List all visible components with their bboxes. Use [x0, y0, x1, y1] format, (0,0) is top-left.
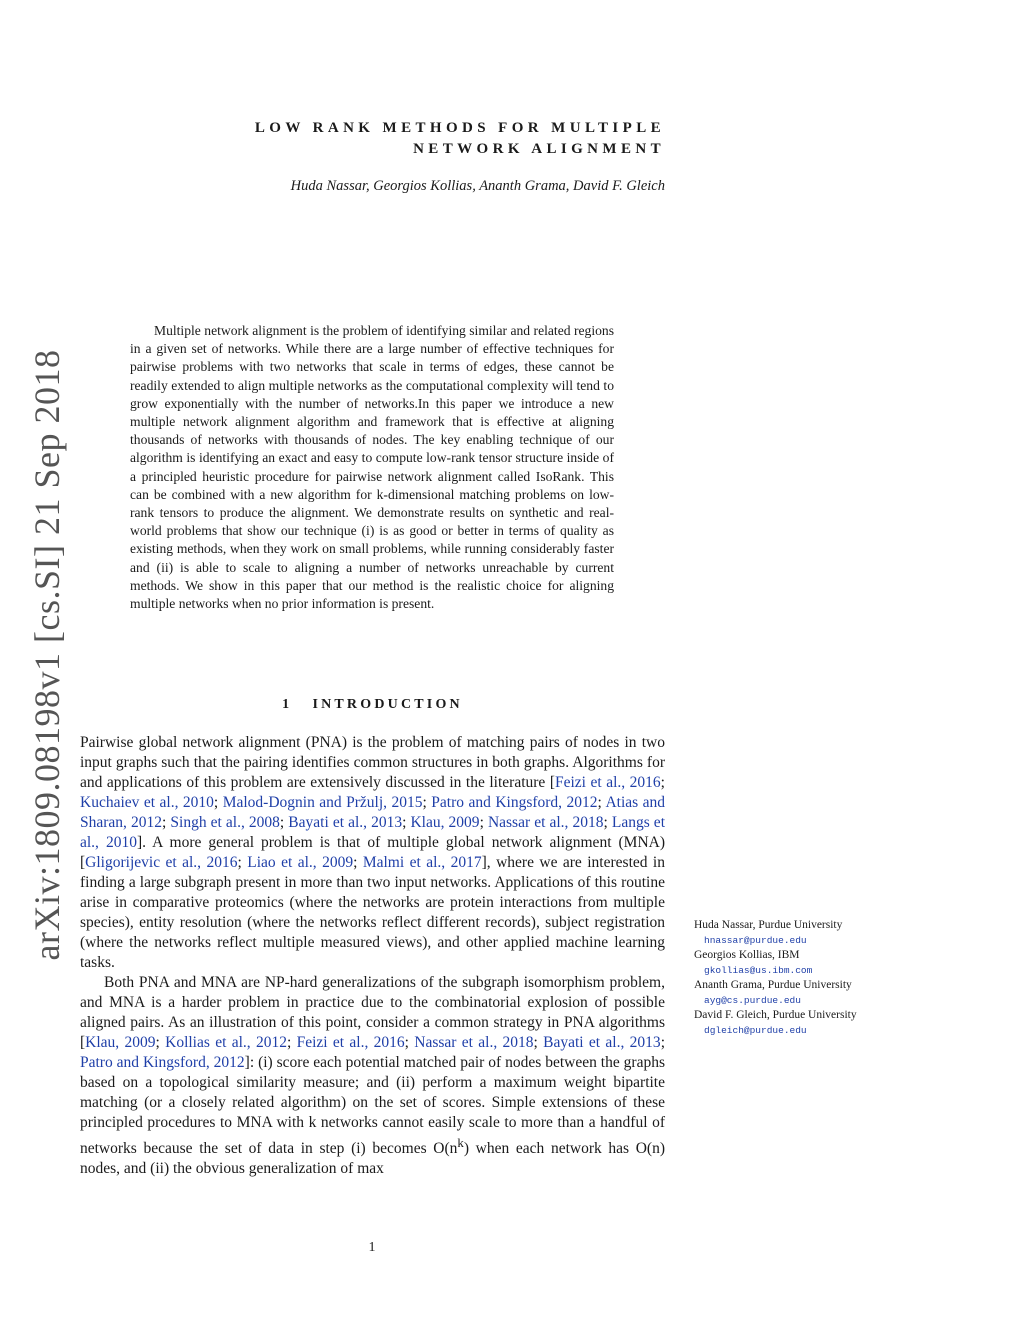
affiliation-name: David F. Gleich, Purdue University — [694, 1009, 857, 1021]
paragraph: Both PNA and MNA are NP-hard generalizations of the subgraph isomorphism problem, and MNA is a harder problem in practice due to the combinatorial explosion of possible aligned pairs. As an illustration of this point, consider a common strategy in PNA algorithms [Klau, 2009; Kollias et al., 2012; Feizi et al., 2016; Nassar et al., 2018; Bayati et al., 2013; Patro and Kingsford, 2012]: (i) score each potential matched pair of nodes between the graphs based on a topological similarity measure; and (ii) perform a maximum weight bipartite matching (or a closely related algorithm) on the set of scores. Simple extensions of these principled procedures to MNA with k networks cannot easily scale to more than a handful of networks because the set of data in step (i) becomes $O(n^k)$ when each network has O(n) nodes, and (ii) the obvious generalization of max — [80, 974, 666, 1178]
citation-link[interactable]: Malod-Dognin and Pržulj, 2015 — [222, 794, 423, 811]
citation-link[interactable]: Liao et al., 2009 — [247, 854, 354, 871]
email-link[interactable]: hnassar@purdue.edu — [704, 935, 807, 946]
citation-link[interactable]: Gligorijevic et al., 2016 — [85, 854, 238, 871]
citation-link[interactable]: Kuchaiev et al., 2010 — [80, 794, 214, 811]
section-title: INTRODUCTION — [312, 697, 463, 712]
citation-link[interactable]: Malmi et al., 2017 — [362, 854, 482, 871]
arxiv-id: arXiv:1809.08198v1 [cs.SI] 21 Sep 2018 — [27, 349, 67, 961]
text-run: ]. A more general problem is that of multiple global network alignment (MNA) [ — [80, 834, 666, 871]
superscript: k — [457, 1135, 464, 1150]
citation-link[interactable]: Feizi et al., 2016 — [296, 1034, 405, 1051]
citation-link[interactable]: Bayati et al., 2013 — [543, 1034, 661, 1051]
abstract: Multiple network alignment is the problem of identifying similar and related regions in a given set of networks. While there are a large number of effective techniques for pairwise problems with two networks that scale in terms of edges, these cannot be readily extended to align multiple networks as the computational complexity will tend to grow exponentially with the number of networks.In this paper we introduce a new multiple network alignment algorithm and framework that is effective at aligning thousands of networks with thousands of nodes. The key enabling technique of our algorithm is identifying an exact and easy to compute low-rank tensor structure inside of a principled heuristic procedure for pairwise network alignment called IsoRank. This can be combined with a new algorithm for k-dimensional matching problems on low-rank tensors to produce the alignment. We demonstrate results on synthetic and real-world problems that show our technique (i) is as good or better in terms of quality as existing methods, when they work on small problems, while running considerably faster and (ii) is able to scale to aligning a number of networks unreachable by current methods. We show in this paper that our method is the realistic choice for aligning multiple networks when no prior information is present. — [130, 323, 614, 612]
text-run: Both PNA and MNA are NP-hard generalizations of the subgraph isomorphism problem, and MNA is a harder problem in practice due to the combinatorial explosion of possible aligned pairs. As an illustration of this point, consider a common strategy in PNA algorithms [ — [80, 974, 665, 1051]
paragraph: Pairwise global network alignment (PNA) is the problem of matching pairs of nodes in two input graphs such that the pairing identifies common structures in both graphs. Algorithms for and applications of this problem are extensively discussed in the literature [Feizi et al., 2016; Kuchaiev et al., 2010; Malod-Dognin and Pržulj, 2015; Patro and Kingsford, 2012; Atias and Sharan, 2012; Singh et al., 2008; Bayati et al., 2013; Klau, 2009; Nassar et al., 2018; Langs et al., 2010]. A more general problem is that of multiple global network alignment (MNA) [Gligorijevic et al., 2016; Liao et al., 2009; Malmi et al., 2017], where we are interested in finding a large subgraph present in more than two input networks. Applications of this routine arise in comparative proteomics (where the networks are protein interactions from multiple species), entity resolution (where the networks reflect different records), subject registration (where the networks reflect multiple measured views), and other applied machine learning tasks. — [80, 734, 666, 971]
email-link[interactable]: ayg@cs.purdue.edu — [704, 995, 801, 1006]
affiliation-name: Huda Nassar, Purdue University — [694, 919, 843, 931]
citation-link[interactable]: Patro and Kingsford, 2012 — [80, 1054, 245, 1071]
arxiv-stamp — [0, 0, 80, 1325]
citation-link[interactable]: Atias and Sharan, 2012 — [80, 794, 666, 831]
citation-link[interactable]: Bayati et al., 2013 — [288, 814, 403, 831]
citation-link[interactable]: Kollias et al., 2012 — [165, 1034, 287, 1051]
citation-link[interactable]: Klau, 2009 — [85, 1034, 156, 1051]
section-heading — [80, 697, 665, 713]
body-text — [80, 733, 665, 1179]
affiliation-name: Georgios Kollias, IBM — [694, 949, 800, 961]
text-run: ]: (i) score each potential matched pair of nodes between the graphs based on a topological similarity measure; and (ii) perform a maximum weight bipartite matching (or a closely related algorithm) on the set of scores. Simple extensions of these principled procedures to MNA with k networks cannot easily scale to more than a handful of networks because the set of data in step (i) becomes O(n — [80, 1054, 666, 1158]
text-run: Pairwise global network alignment (PNA) is the problem of matching pairs of nodes in two input graphs such that the pairing identifies common structures in both graphs. Algorithms for and applications of this problem are extensively discussed in the literature [ — [80, 734, 665, 791]
citation-link[interactable]: Feizi et al., 2016 — [554, 774, 661, 791]
citation-link[interactable]: Patro and Kingsford, 2012 — [431, 794, 598, 811]
title-line-1: LOW RANK METHODS FOR MULTIPLE — [254, 120, 665, 136]
author-list: Huda Nassar, Georgios Kollias, Ananth Grama, David F. Gleich — [290, 178, 665, 194]
citation-link[interactable]: Nassar et al., 2018 — [414, 1034, 534, 1051]
citation-link[interactable]: Nassar et al., 2018 — [487, 814, 604, 831]
citation-link[interactable]: Langs et al., 2010 — [80, 814, 665, 851]
title-line-2: NETWORK ALIGNMENT — [413, 141, 665, 157]
section-number: 1 — [282, 697, 293, 712]
email-link[interactable]: dgleich@purdue.edu — [704, 1025, 807, 1036]
affiliations — [694, 918, 914, 1038]
citation-link[interactable]: Singh et al., 2008 — [170, 814, 280, 831]
text-run: ], where we are interested in finding a large subgraph present in more than two input networks. Applications of this routine arise in comparative proteomics (where the networks are protein interactions from multiple species), entity resolution (where the networks reflect different records), subject registration (where the networks reflect multiple measured views), and other applied machine learning tasks. — [80, 854, 665, 971]
paper-title — [150, 118, 665, 160]
email-link[interactable]: gkollias@us.ibm.com — [704, 965, 813, 976]
affiliation-name: Ananth Grama, Purdue University — [694, 979, 852, 991]
page-number: 1 — [368, 1240, 376, 1255]
citation-link[interactable]: Klau, 2009 — [410, 814, 480, 831]
text-run: ) when each network has O(n) nodes, and (ii) the obvious generalization of max — [80, 1140, 666, 1178]
